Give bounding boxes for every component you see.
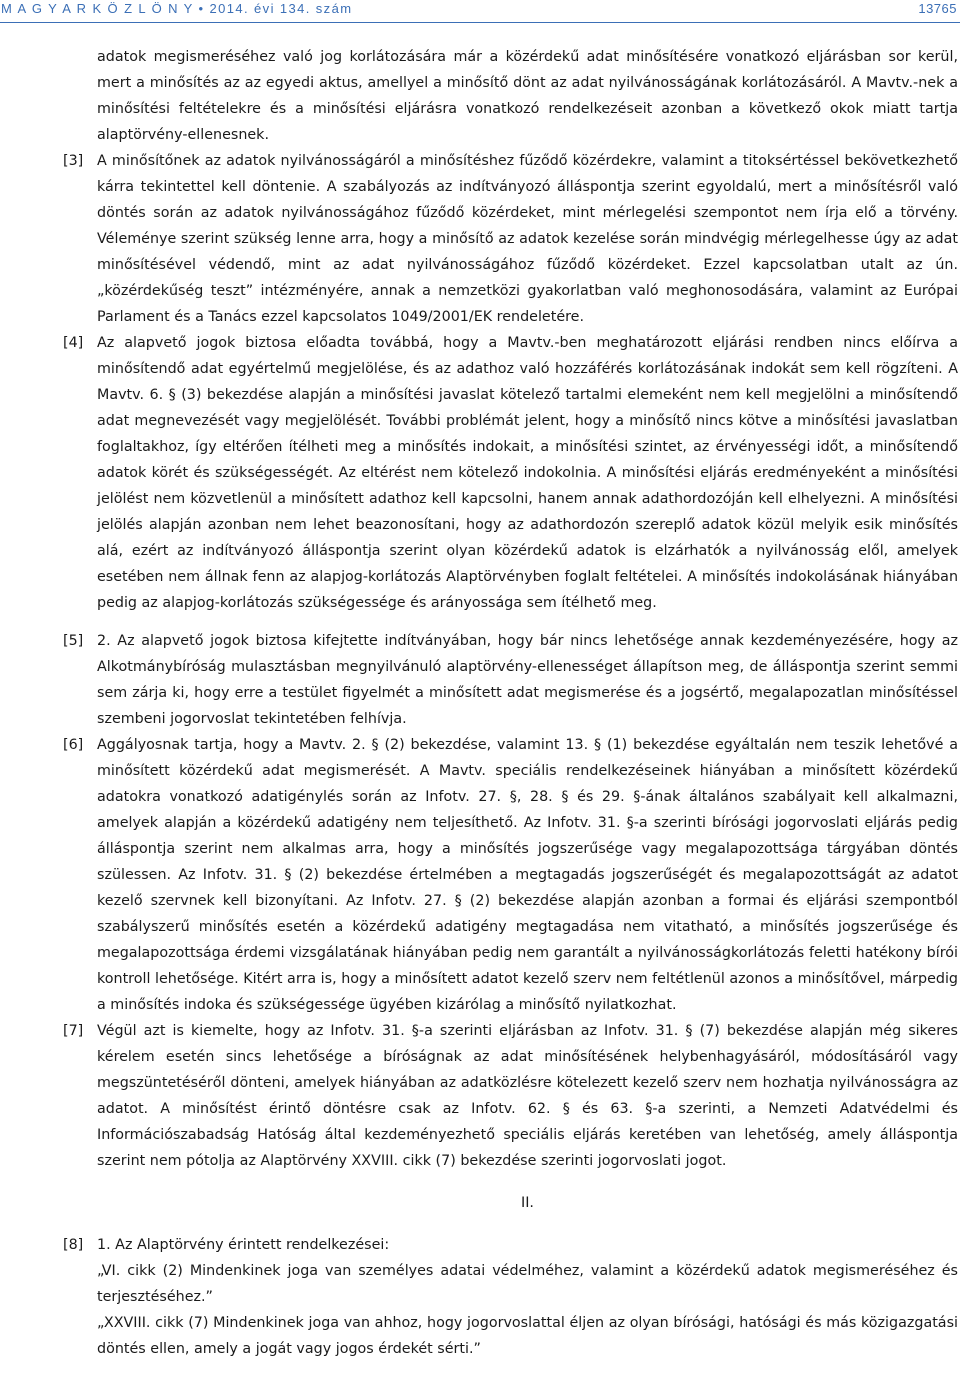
document-body: [63, 44, 958, 1362]
quote-article-vi: „VI. cikk (2) Mindenkinek joga van személyes adatai védelméhez, valamint a közérdekű adatok megismeréséhez és terjesztéséhez.”: [97, 1263, 958, 1305]
paragraph-4: [63, 330, 958, 616]
paragraph-number: [6]: [63, 737, 84, 753]
paragraph-continuation: [63, 44, 958, 148]
paragraph-7: [63, 1018, 958, 1174]
paragraph-text: Aggályosnak tartja, hogy a Mavtv. 2. § (2) bekezdése, valamint 13. § (1) bekezdése egyáltalán nem teszik lehetővé a minősített közérdekű adat megismerését. A Mavtv. speciális rendelkezéseinek hiányában a minősített közérdekű adatokra vonatkozó adatigénylés során az Infotv. 27. §, 28. § és 29. §-ának általános szabályait kell alkalmazni, amelyek alapján a közérdekű adatigény nem teljesíthető. Az Infotv. 31. §-a szerinti bírósági jogorvoslati eljárás pedig álláspontja szerint nem alkalmas arra, hogy a minősítés jogszerűsége vagy megalapozottsága tárgyában döntés szülessen. Az Infotv. 31. § (2) bekezdése értelmében a megtagadás jogszerűségét és megalapozottságát az adatot kezelő szervnek kell bizonyítani. Az Infotv. 27. § (2) bekezdése alapján azonban a formai és eljárási szempontból szabályszerű minősítés esetén a közérdekű adatigény megtagadása nem vitatható, a minősítés jogszerűsége és megalapozottsága érdemi vizsgálatának hiányában pedig nem garantált a nyilvánosságkorlátozás feletti hatékony bírói kontroll lehetősége. Kitért arra is, hogy a minősített adatot kezelő szerv nem feltétlenül azonos a minősítővel, márpedig a minősítés indoka és szükségessége ügyében kizárólag a minősítő nyilatkozhat.: [97, 737, 958, 1013]
paragraph-number: [8]: [63, 1237, 84, 1253]
section-heading: II.: [521, 1195, 534, 1211]
paragraph-number: [5]: [63, 633, 84, 649]
paragraph-6: [63, 732, 958, 1018]
paragraph-text: A minősítőnek az adatok nyilvánosságáról a minősítéshez fűződő közérdekre, valamint a titoksértéssel bekövetkezhető kárra tekintettel kell döntenie. A szabályozás az indítványozó álláspontja szerint egyoldalú, mert a minősítésről való döntés során az adatok nyilvánosságához fűződő közérdeket, mint mérlegelési szempontot nem írja elő a törvény. Véleménye szerint szükség lenne arra, hogy a minősítő az adatok kezelése során mindvégig mérlegelhesse úgy az adat minősítésével védendő, mint az adat nyilvánosságához fűződő közérdeket. Ezzel kapcsolatban utalt az ún. „közérdekűség teszt” intézményére, annak a nemzetközi gyakorlatban való meghonosodására, valamint az Európai Parlament és a Tanács ezzel kapcsolatos 1049/2001/EK rendeletére.: [97, 153, 958, 325]
paragraph-text: Az alapvető jogok biztosa előadta továbbá, hogy a Mavtv.-ben meghatározott eljárási rendben nincs előírva a minősítendő adat egyértelmű megjelölése, és az adathoz való hozzáférés korlátozásának indokát sem kell rögzíteni. A Mavtv. 6. § (3) bekezdése alapján a minősítési javaslat kötelező tartalmi elemeként nem kell megjelölni a minősítendő adat megnevezését vagy megjelölését. További problémát jelent, hogy a minősítő nincs kötve a minősítési javaslatban foglaltakhoz, így eltérően ítélheti meg a minősítés indokait, a minősítési szintet, az érvényességi időt, a minősítendő adatok körét és szükségességét. Az eltérést nem kötelező indokolnia. A minősítési eljárás eredményeként a minősítési jelölést nem közvetlenül a minősített adathoz kell kapcsolni, hanem annak adathordozóján kell elhelyezni. A minősítési jelölés alapján azonban nem lehet beazonosítani, hogy az adathordozón szereplő adatok közül melyik esik minősítés alá, ezért az indítványozó álláspontja szerint olyan közérdekű adatok is elzárhatók a nyilvánosság elől, amelyek esetében nem állnak fenn az alapjog-korlátozás Alaptörvényben foglalt feltételei. A minősítés indokolásának hiányában pedig az alapjog-korlátozás szükségessége és arányossága sem ítélhető meg.: [97, 335, 958, 611]
quote-article-xxviii: „XXVIII. cikk (7) Mindenkinek joga van ahhoz, hogy jogorvoslattal éljen az olyan bírósági, hatósági és más közigazgatási döntés ellen, amely a jogát vagy jogos érdekét sérti.”: [97, 1315, 958, 1357]
paragraph-number: [3]: [63, 153, 84, 169]
paragraph-number: [7]: [63, 1023, 84, 1039]
paragraph-number: [4]: [63, 335, 84, 351]
paragraph-body: [97, 1232, 958, 1362]
paragraph-8: [63, 1232, 958, 1362]
paragraph-intro: 1. Az Alaptörvény érintett rendelkezései:: [97, 1237, 390, 1253]
paragraph-text: Végül azt is kiemelte, hogy az Infotv. 31. §-a szerinti eljárásban az Infotv. 31. § (7) bekezdése alapján még sikeres kérelem esetén sincs lehetősége a bíróságnak az adat minősítésének helybenhagyásáról, módosításáról vagy megszüntetéséről dönteni, amelyek hiányában az adatközlésre kötelezett kezelő szerv nem hozhatja nyilvánosságra az adatot. A minősítést érintő döntésre csak az Infotv. 62. § és 63. §-a szerinti, a Nemzeti Adatvédelmi és Információszabadság Hatóság által kezdeményezhető speciális eljárás keretében van lehetőség, amely álláspontja szerint nem pótolja az Alaptörvény XXVIII. cikk (7) bekezdése szerinti jogorvoslati jogot.: [97, 1023, 958, 1169]
page-number: 13765: [918, 1, 957, 16]
header-rule: [0, 22, 960, 23]
paragraph-3: [63, 148, 958, 330]
journal-title: M A G Y A R K Ö Z L Ö N Y • 2014. évi 134. szám: [1, 1, 353, 16]
paragraph-5: [63, 628, 958, 732]
paragraph-text: adatok megismeréséhez való jog korlátozására már a közérdekű adat minősítésére vonatkozó eljárásban sor kerül, mert a minősítés az az egyedi aktus, amellyel a minősítő dönt az adat nyilvánosságának korlátozásáról. A Mavtv.-nek a minősítési feltételekre és a minősítési eljárásra vonatkozó rendelkezéseit azonban a következő okok miatt tartja alaptörvény-ellenesnek.: [97, 49, 958, 143]
paragraph-number: [63, 44, 97, 148]
spacer: [63, 616, 958, 628]
page-header: [0, 0, 960, 20]
paragraph-text: 2. Az alapvető jogok biztosa kifejtette indítványában, hogy bár nincs lehetősége annak kezdeményezésére, hogy az Alkotmánybíróság mulasztásban megnyilvánuló alaptörvény-ellenességet állapítson meg, de álláspontja szerint semmi sem zárja ki, hogy erre a testület figyelmét a minősített adat megismerése és a jogsértő, megalapozatlan minősítéssel szembeni jogorvoslat tekintetében felhívja.: [97, 633, 958, 727]
